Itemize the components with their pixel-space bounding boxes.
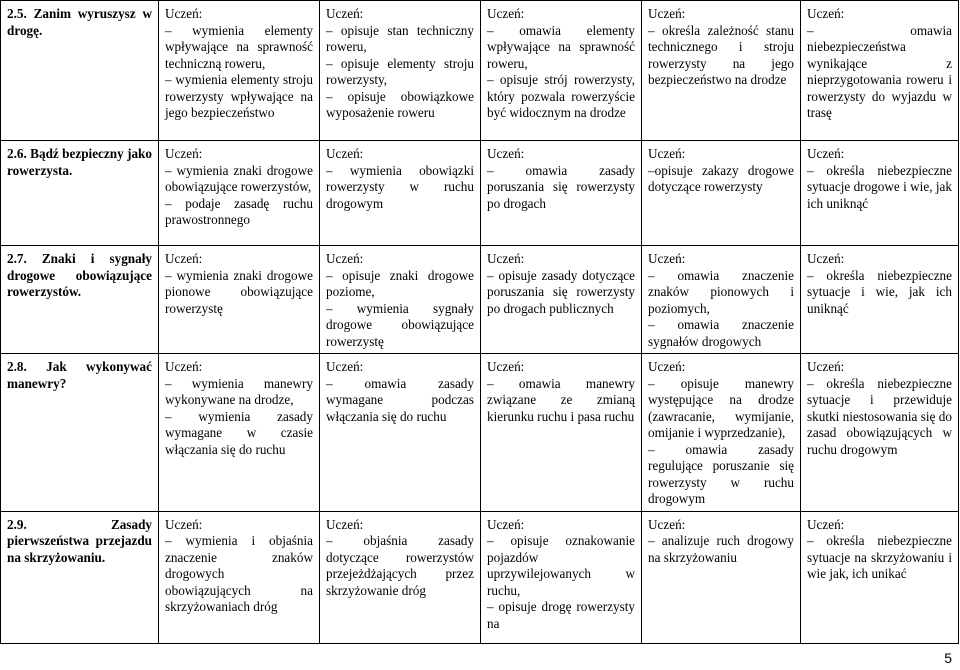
table-row [1, 354, 959, 512]
topic-cell: 2.9. Zasady pierwszeństwa przejazdu na skrzyżowaniu. [1, 511, 159, 643]
requirement-cell [642, 354, 801, 512]
requirement-item: – omawia zasady wymagane podczas włączania się do ruchu [326, 375, 474, 424]
requirement-item: – określa niebezpieczne sytuacje drogowe i wie, jak ich uniknąć [807, 162, 952, 211]
requirement-cell [159, 511, 320, 643]
requirement-cell [481, 354, 642, 512]
requirement-cell [481, 246, 642, 354]
student-label: Uczeń: [165, 251, 203, 266]
requirement-item: – omawia znaczenie sygnałów drogowych [648, 317, 794, 349]
student-label: Uczeń: [648, 6, 686, 21]
student-label: Uczeń: [648, 359, 686, 374]
requirement-item: – opisuje znaki drogowe poziome, [326, 267, 474, 299]
requirement-item: – określa niebezpieczne sytuacje na skrzyżowaniu i wie jak, ich unikać [807, 533, 952, 581]
topic-cell: 2.6. Bądź bezpieczny jako rowerzysta. [1, 141, 159, 246]
requirement-cell [159, 354, 320, 512]
requirement-cell [159, 141, 320, 246]
requirement-cell [481, 141, 642, 246]
requirement-item: – wymienia znaki drogowe pionowe obowiązujące rowerzystę [165, 267, 313, 316]
requirement-item: – wymienia sygnały drogowe obowiązujące rowerzystę [326, 300, 474, 349]
requirement-item: – wymienia elementy stroju rowerzysty wpływające na jego bezpieczeństwo [165, 72, 313, 120]
requirement-item: – wymienia zasady wymagane w czasie włączania się do ruchu [165, 408, 313, 457]
requirement-cell [320, 141, 481, 246]
requirement-cell [642, 141, 801, 246]
student-label: Uczeń: [807, 251, 845, 266]
page-number: 5 [944, 650, 952, 666]
requirement-cell [320, 354, 481, 512]
curriculum-table-body [1, 1, 959, 644]
requirement-item: – omawia znaczenie znaków pionowych i poziomych, [648, 267, 794, 316]
student-label: Uczeń: [648, 516, 686, 532]
requirement-cell [801, 354, 959, 512]
table-row [1, 246, 959, 354]
requirement-cell [320, 1, 481, 141]
requirement-cell [481, 1, 642, 141]
student-label: Uczeń: [326, 516, 364, 532]
student-label: Uczeń: [807, 516, 845, 532]
requirement-item: – opisuje zasady dotyczące poruszania się rowerzysty po drogach publicznych [487, 267, 635, 316]
requirement-item: – wymienia elementy wpływające na sprawność techniczną roweru, [165, 22, 313, 71]
student-label: Uczeń: [807, 359, 845, 374]
student-label: Uczeń: [487, 359, 525, 374]
requirement-item: – wymienia obowiązki rowerzysty w ruchu drogowym [326, 162, 474, 211]
requirement-cell [801, 1, 959, 141]
requirement-cell [642, 246, 801, 354]
student-label: Uczeń: [648, 251, 686, 266]
student-label: Uczeń: [326, 6, 364, 21]
table-row [1, 1, 959, 141]
requirement-item: – podaje zasadę ruchu prawostronnego [165, 195, 313, 227]
requirement-cell [159, 1, 320, 141]
table-row [1, 511, 959, 643]
student-label: Uczeń: [165, 516, 203, 532]
requirement-cell [801, 511, 959, 643]
student-label: Uczeń: [487, 251, 525, 266]
student-label: Uczeń: [487, 516, 525, 532]
requirement-item: – omawia zasady regulujące poruszanie się rowerzysty w ruchu drogowym [648, 441, 794, 506]
requirement-item: – wymienia i objaśnia znaczenie znaków drogowych obowiązujących na skrzyżowaniach dróg [165, 533, 313, 614]
requirement-cell [642, 511, 801, 643]
requirement-item: – omawia elementy wpływające na sprawność roweru, [487, 22, 635, 71]
requirement-item: – opisuje manewry występujące na drodze (zawracanie, wymijanie, omijanie i wyprzedzanie), [648, 375, 794, 440]
requirement-item: – określa zależność stanu technicznego i stroju rowerzysty na jego bezpieczeństwo na drodze [648, 22, 794, 87]
requirement-cell [801, 141, 959, 246]
requirement-cell [320, 246, 481, 354]
requirement-item: – wymienia znaki drogowe obowiązujące rowerzystów, [165, 162, 313, 194]
requirement-item: – opisuje drogę rowerzysty na [487, 599, 635, 631]
student-label: Uczeń: [487, 146, 525, 161]
requirement-item: – opisuje oznakowanie pojazdów uprzywilejowanych w ruchu, [487, 533, 635, 598]
requirement-item: –opisuje zakazy drogowe dotyczące rowerzysty [648, 162, 794, 194]
requirement-item: – określa niebezpieczne sytuacje i wie, jak ich uniknąć [807, 267, 952, 316]
student-label: Uczeń: [326, 146, 364, 161]
requirement-cell [159, 246, 320, 354]
requirement-cell [481, 511, 642, 643]
student-label: Uczeń: [165, 146, 203, 161]
topic-cell: 2.8. Jak wykonywać manewry? [1, 354, 159, 512]
student-label: Uczeń: [165, 6, 203, 21]
requirement-item: – opisuje obowiązkowe wyposażenie roweru [326, 88, 474, 120]
requirement-item: – wymienia manewry wykonywane na drodze, [165, 375, 313, 407]
requirement-item: – omawia niebezpieczeństwa wynikające z nieprzygotowania roweru i rowerzysty do wyjazdu w trasę [807, 22, 952, 120]
student-label: Uczeń: [326, 251, 364, 266]
student-label: Uczeń: [807, 6, 845, 21]
student-label: Uczeń: [807, 146, 845, 161]
student-label: Uczeń: [487, 6, 525, 21]
table-row [1, 141, 959, 246]
requirement-item: – określa niebezpieczne sytuacje i przewiduje skutki niestosowania się do zasad obowiązujących w ruchu drogowym [807, 375, 952, 457]
requirement-cell [801, 246, 959, 354]
requirement-item: – analizuje ruch drogowy na skrzyżowaniu [648, 533, 794, 565]
topic-cell: 2.7. Znaki i sygnały drogowe obowiązujące rowerzystów. [1, 246, 159, 354]
requirement-item: – opisuje strój rowerzysty, który pozwala rowerzyście być widocznym na drodze [487, 72, 635, 120]
requirement-item: – opisuje stan techniczny roweru, [326, 22, 474, 54]
requirement-item: – opisuje elementy stroju rowerzysty, [326, 55, 474, 87]
requirement-item: – omawia zasady poruszania się rowerzysty po drogach [487, 162, 635, 211]
requirement-item: – omawia manewry związane ze zmianą kierunku ruchu i pasa ruchu [487, 375, 635, 424]
topic-cell: 2.5. Zanim wyruszysz w drogę. [1, 1, 159, 141]
requirement-item: – objaśnia zasady dotyczące rowerzystów przejeżdżających przez skrzyżowanie dróg [326, 533, 474, 598]
requirement-cell [642, 1, 801, 141]
student-label: Uczeń: [326, 359, 364, 374]
student-label: Uczeń: [648, 146, 686, 161]
student-label: Uczeń: [165, 359, 203, 374]
requirement-cell [320, 511, 481, 643]
